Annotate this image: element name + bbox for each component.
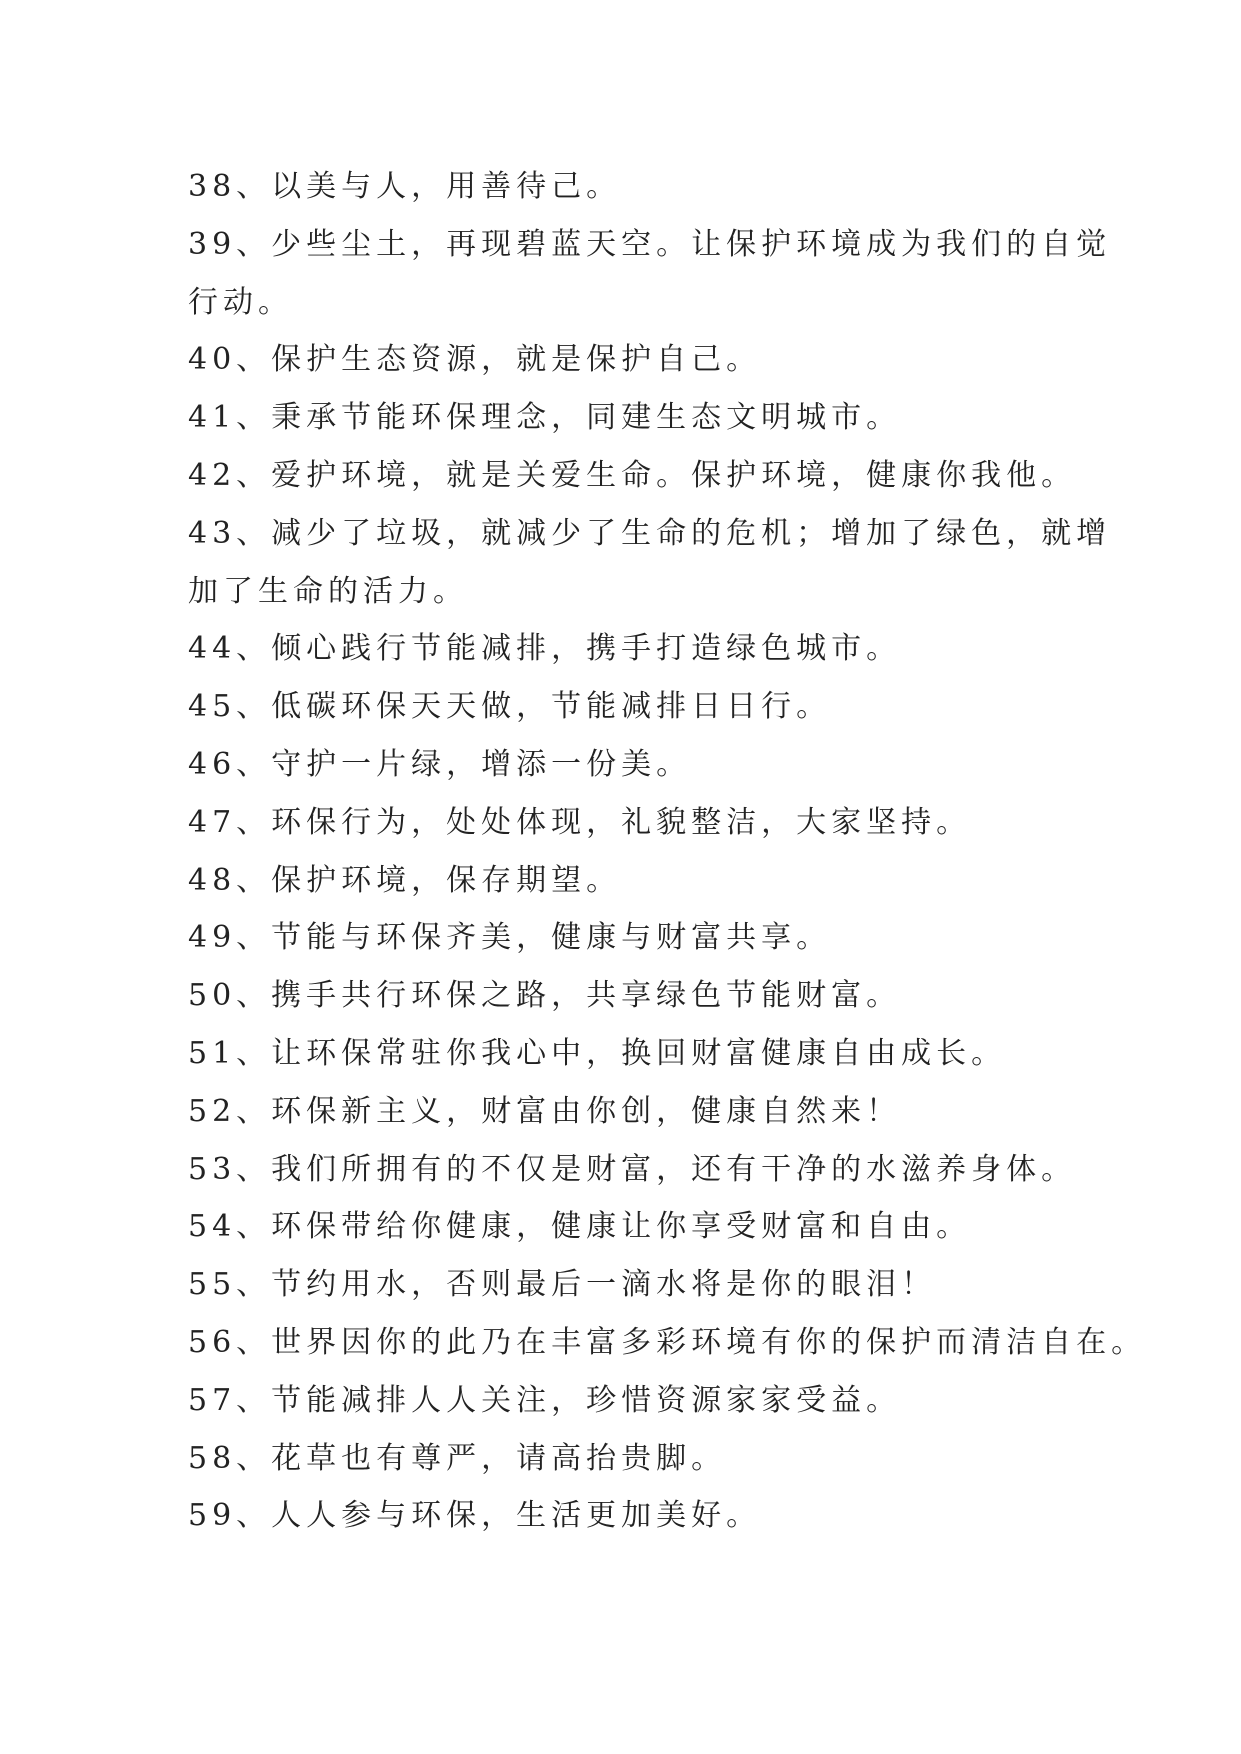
text-line: 58、花草也有尊严，请高抬贵脚。: [188, 1440, 727, 1476]
text-line: 43、减少了垃圾，就减少了生命的危机；增加了绿色，就增: [188, 515, 1112, 551]
text-line: 54、环保带给你健康，健康让你享受财富和自由。: [188, 1209, 972, 1245]
text-line: 46、守护一片绿，增添一份美。: [188, 746, 692, 782]
text-line: 57、节能减排人人关注，珍惜资源家家受益。: [188, 1382, 902, 1418]
text-line: 39、少些尘土，再现碧蓝天空。让保护环境成为我们的自觉: [188, 226, 1112, 262]
text-line: 38、以美与人，用善待己。: [188, 169, 622, 204]
text-line: 41、秉承节能环保理念，同建生态文明城市。: [188, 400, 902, 436]
text-line: 55、节约用水，否则最后一滴水将是你的眼泪！: [188, 1267, 937, 1303]
text-line: 49、节能与环保齐美，健康与财富共享。: [188, 920, 832, 956]
text-line: 40、保护生态资源，就是保护自己。: [188, 342, 762, 378]
text-line: 53、我们所拥有的不仅是财富，还有干净的水滋养身体。: [188, 1151, 1077, 1187]
text-line: 44、倾心践行节能减排，携手打造绿色城市。: [188, 631, 902, 667]
text-line: 52、环保新主义，财富由你创，健康自然来！: [188, 1093, 902, 1129]
text-line: 59、人人参与环保，生活更加美好。: [188, 1498, 762, 1534]
text-line: 45、低碳环保天天做，节能减排日日行。: [188, 689, 832, 725]
text-line: 加了生命的活力。: [188, 573, 468, 609]
text-line: 48、保护环境，保存期望。: [188, 862, 622, 898]
document-body: [188, 158, 1147, 1545]
text-line: 42、爱护环境，就是关爱生命。保护环境，健康你我他。: [188, 457, 1077, 493]
text-line: 行动。: [188, 284, 293, 320]
text-line: 51、让环保常驻你我心中，换回财富健康自由成长。: [188, 1035, 1007, 1071]
text-line: 50、携手共行环保之路，共享绿色节能财富。: [188, 978, 902, 1014]
text-line: 47、环保行为，处处体现，礼貌整洁，大家坚持。: [188, 804, 972, 840]
text-line: 56、世界因你的此乃在丰富多彩环境有你的保护而清洁自在。: [188, 1324, 1147, 1360]
